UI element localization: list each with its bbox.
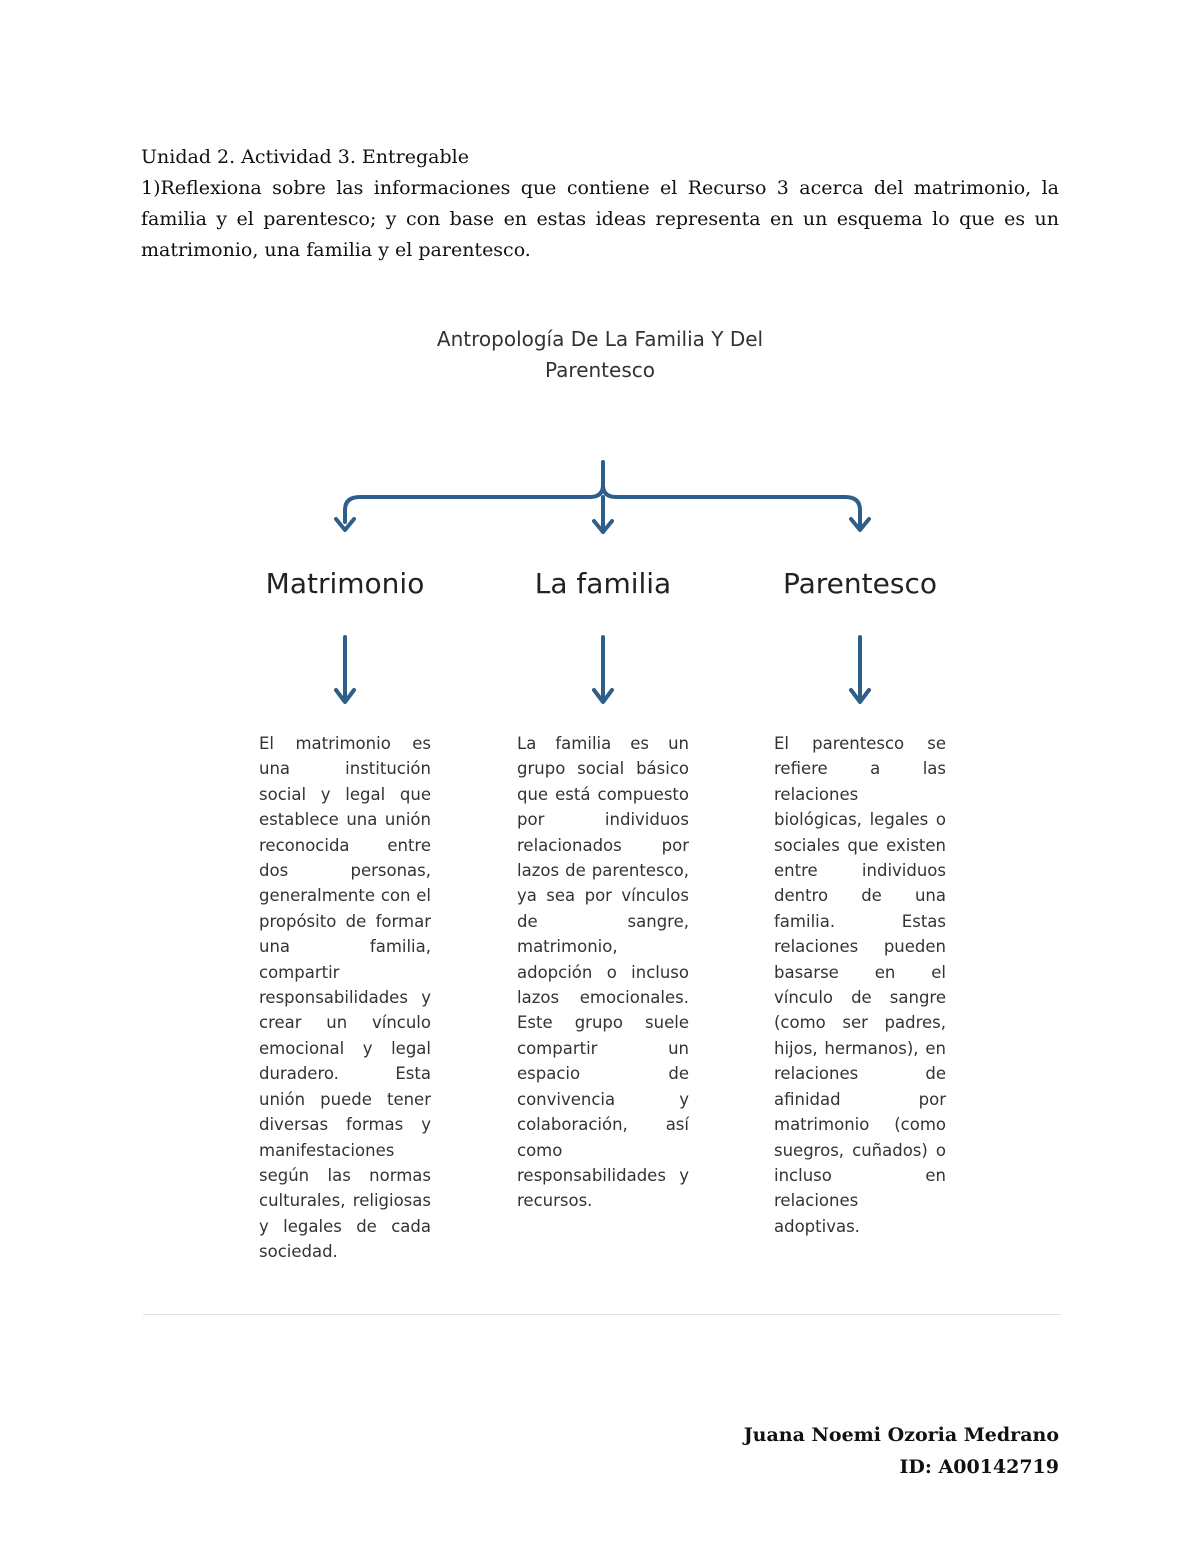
document-title: Unidad 2. Actividad 3. Entregable xyxy=(141,146,469,168)
column-title-matrimonio: Matrimonio xyxy=(265,567,425,600)
author-name: Juana Noemi Ozoria Medrano xyxy=(743,1424,1059,1446)
column-text-familia: La familia es un grupo social básico que está compuesto por individuos relacionados por lazos de parentesco, ya sea por vínculos de sangre, matrimonio, adopción o incluso lazos emocionales. Este grupo suele compartir un espacio de convivencia y colaboración, así como responsabilidades y recursos. xyxy=(517,734,689,1211)
column-text-parentesco: El parentesco se refiere a las relaciones biológicas, legales o sociales que existen entre individuos dentro de una familia. Estas relaciones pueden basarse en el vínculo de sangre (como ser padres, hijos, hermanos), en relaciones de afinidad por matrimonio (como suegros, cuñados) o incluso en relaciones adoptivas. xyxy=(774,734,946,1236)
author-id: ID: A00142719 xyxy=(899,1456,1059,1478)
down-arrow-familia xyxy=(594,637,612,702)
column-text-matrimonio: El matrimonio es una institución social y legal que establece una unión reconocida entre dos personas, generalmente con el propósito de formar una familia, compartir responsabilidades y crear un vínculo emocional y legal duradero. Esta unión puede tener diversas formas y manifestaciones según las normas culturales, religiosas y legales de cada sociedad. xyxy=(259,734,431,1262)
diagram-title-line1: Antropología De La Familia Y Del xyxy=(436,327,764,351)
author-signature-block xyxy=(744,1419,1059,1483)
instruction-paragraph: 1)Reflexiona sobre las informaciones que contiene el Recurso 3 acerca del matrimonio, la familia y el parentesco; y con base en estas ideas representa en un esquema lo que es un matrimonio, una familia y el parentesco. xyxy=(141,177,1059,261)
down-arrow-matrimonio xyxy=(336,637,354,702)
column-title-parentesco: Parentesco xyxy=(783,567,937,600)
column-title-familia: La familia xyxy=(534,567,672,600)
down-arrow-parentesco xyxy=(851,637,869,702)
horizontal-divider xyxy=(143,1314,1061,1315)
diagram-title-line2: Parentesco xyxy=(545,358,655,382)
